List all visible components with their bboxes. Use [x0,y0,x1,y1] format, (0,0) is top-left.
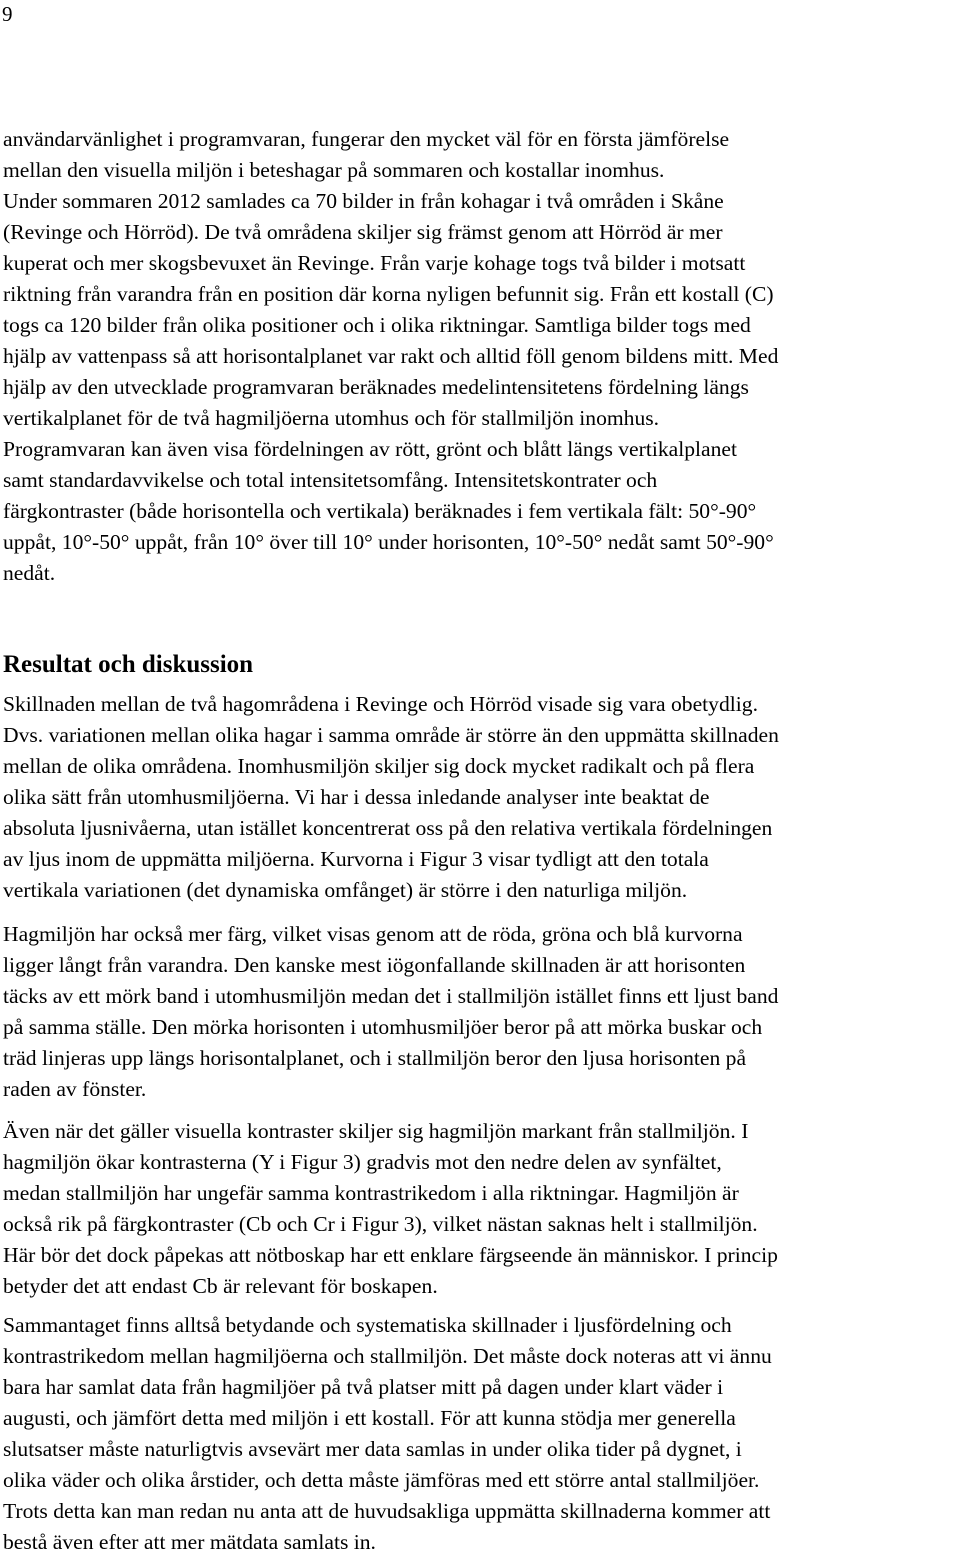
text-line: togs ca 120 bilder från olika positioner och i olika riktningar. Samtliga bilder togs med [3,313,751,337]
text-line: färgkontraster (både horisontella och vertikala) beräknades i fem vertikala fält: 50°-90° [3,499,757,523]
results-paragraph-2 [3,919,778,1105]
text-line: Trots detta kan man redan nu anta att de huvudsakliga uppmätta skillnaderna kommer att [3,1499,771,1523]
text-line: vertikalplanet för de två hagmiljöerna utomhus och för stallmiljön inomhus. [3,406,660,430]
text-line: samt standardavvikelse och total intensitetsomfång. Intensitetskontrater och [3,468,658,492]
text-line: medan stallmiljön har ungefär samma kontrastrikedom i alla riktningar. Hagmiljön är [3,1181,739,1205]
results-paragraph-1 [3,689,779,906]
text-line: olika väder och olika årstider, och detta måste jämföras med ett större antal stallmiljöer. [3,1468,760,1492]
text-line: riktning från varandra från en position där korna nyligen befunnit sig. Från ett kostall (C) [3,282,774,306]
text-line: Sammantaget finns alltså betydande och systematiska skillnader i ljusfördelning och [3,1313,732,1337]
text-line: bestå även efter att mer mätdata samlats in. [3,1530,376,1554]
text-line: kontrastrikedom mellan hagmiljöerna och stallmiljön. Det måste dock noteras att vi ännu [3,1344,772,1368]
intro-paragraph [3,124,778,589]
text-line: täcks av ett mörk band i utomhusmiljön medan det i stallmiljön istället finns ett ljust band [3,984,779,1008]
text-line: (Revinge och Hörröd). De två områdena skiljer sig främst genom att Hörröd är mer [3,220,723,244]
text-line: av ljus inom de uppmätta miljöerna. Kurvorna i Figur 3 visar tydligt att den totala [3,847,709,871]
text-line: raden av fönster. [3,1077,147,1101]
text-line: Skillnaden mellan de två hagområdena i Revinge och Hörröd visade sig vara obetydlig. [3,692,758,716]
text-line: träd linjeras upp längs horisontalplanet, och i stallmiljön beror den ljusa horisonten på [3,1046,747,1070]
text-line: hagmiljön ökar kontrasterna (Y i Figur 3) gradvis mot den nedre delen av synfältet, [3,1150,722,1174]
text-line: absoluta ljusnivåerna, utan istället koncentrerat oss på den relativa vertikala fördelningen [3,816,773,840]
results-paragraph-4 [3,1310,772,1558]
text-line: hjälp av den utvecklade programvaran beräknades medelintensitetens fördelning längs [3,375,749,399]
text-line: ligger långt från varandra. Den kanske mest iögonfallande skillnaden är att horisonten [3,953,746,977]
text-line: kuperat och mer skogsbevuxet än Revinge. Från varje kohage togs två bilder i motsatt [3,251,746,275]
text-line: uppåt, 10°-50° uppåt, från 10° över till 10° under horisonten, 10°-50° nedåt samt 50°-90° [3,530,774,554]
text-line: hjälp av vattenpass så att horisontalplanet var rakt och alltid föll genom bildens mitt. Med [3,344,779,368]
text-line: betyder det att endast Cb är relevant för boskapen. [3,1274,438,1298]
text-line: Dvs. variationen mellan olika hagar i samma område är större än den uppmätta skillnaden [3,723,779,747]
text-line: Under sommaren 2012 samlades ca 70 bilder in från kohagar i två områden i Skåne [3,189,724,213]
text-line: Även när det gäller visuella kontraster skiljer sig hagmiljön markant från stallmiljön. I [3,1119,749,1143]
text-line: Hagmiljön har också mer färg, vilket visas genom att de röda, gröna och blå kurvorna [3,922,743,946]
text-line: vertikala variationen (det dynamiska omfånget) är större i den naturliga miljön. [3,878,688,902]
text-line: användarvänlighet i programvaran, fungerar den mycket väl för en första jämförelse [3,127,730,151]
text-line: också rik på färgkontraster (Cb och Cr i Figur 3), vilket nästan saknas helt i stallmiljön. [3,1212,758,1236]
text-line: mellan den visuella miljön i beteshagar på sommaren och kostallar inomhus. [3,158,665,182]
text-line: Här bör det dock påpekas att nötboskap har ett enklare färgseende än människor. I princip [3,1243,778,1267]
text-line: Programvaran kan även visa fördelningen av rött, grönt och blått längs vertikalplanet [3,437,737,461]
text-line: bara har samlat data från hagmiljöer på två platser mitt på dagen under klart väder i [3,1375,724,1399]
text-line: slutsatser måste naturligtvis avsevärt mer data samlas in under olika tider på dygnet, i [3,1437,742,1461]
results-paragraph-3 [3,1116,778,1302]
text-line: mellan de olika områdena. Inomhusmiljön skiljer sig dock mycket radikalt och på flera [3,754,755,778]
page-number: 9 [2,2,13,26]
text-line: augusti, och jämfört detta med miljön i ett kostall. För att kunna stödja mer generella [3,1406,736,1430]
text-line: nedåt. [3,561,56,585]
section-heading: Resultat och diskussion [3,651,254,678]
text-line: olika sätt från utomhusmiljöerna. Vi har i dessa inledande analyser inte beaktat de [3,785,710,809]
text-line: på samma ställe. Den mörka horisonten i utomhusmiljöer beror på att mörka buskar och [3,1015,763,1039]
